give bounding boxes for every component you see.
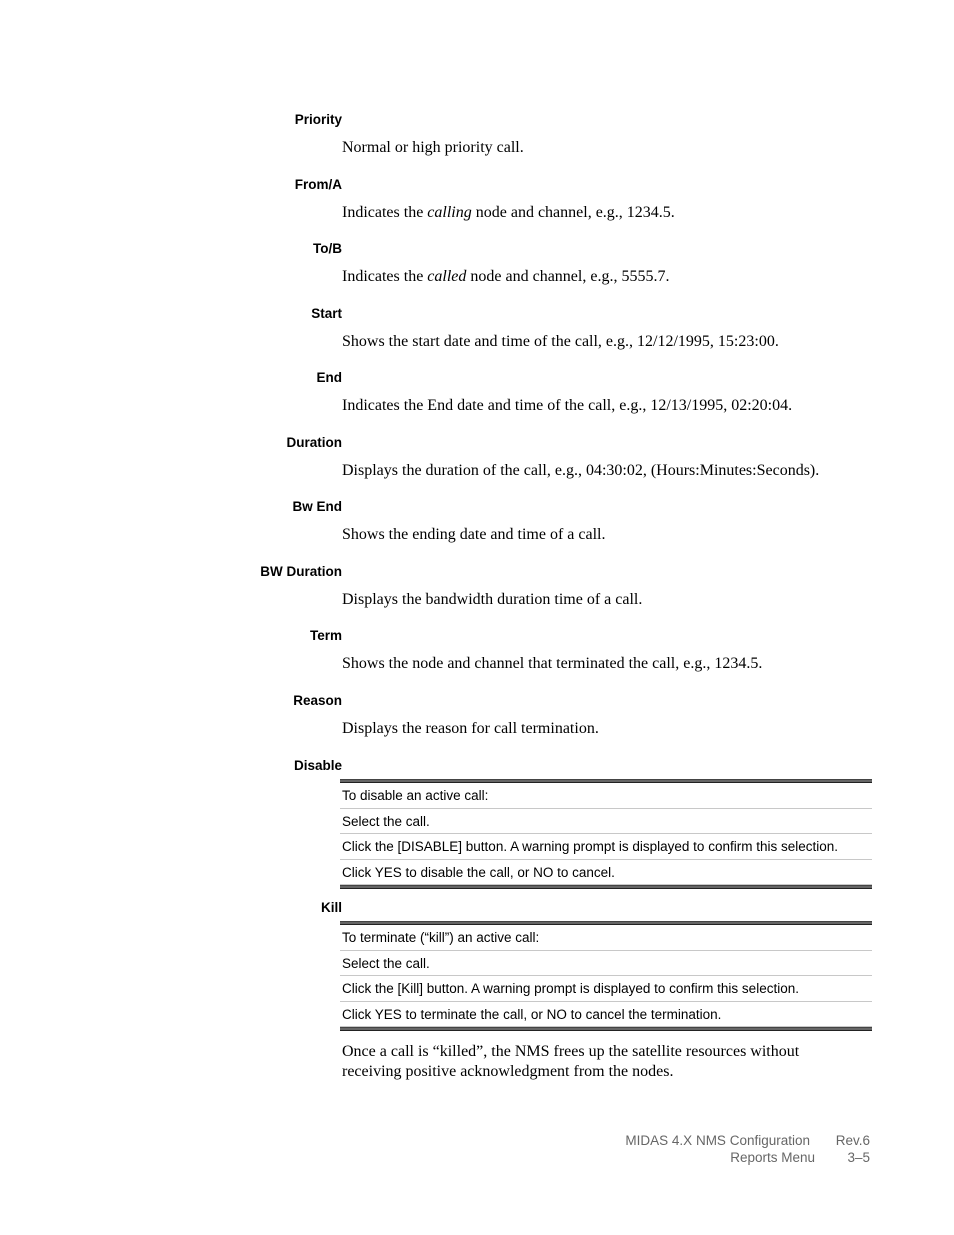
- description-text: Shows the ending date and time of a call.: [342, 526, 606, 543]
- footer-section: Reports Menu: [730, 1150, 815, 1165]
- term-label: End: [316, 370, 342, 385]
- term-label: To/B: [313, 241, 342, 256]
- term-description: [342, 526, 862, 544]
- term-description: [342, 591, 862, 609]
- term-label: From/A: [294, 177, 342, 192]
- procedure-step: To terminate (“kill”) an active call:: [340, 925, 872, 951]
- closing-paragraph: Once a call is “killed”, the NMS frees up the satellite resources without receiving positive acknowledgment from the nodes.: [342, 1043, 800, 1080]
- term-description: [342, 139, 862, 157]
- term-label: Term: [309, 628, 342, 643]
- term-description: [342, 720, 862, 738]
- emphasized-text: calling: [427, 204, 472, 221]
- procedure-step: To disable an active call:: [340, 783, 872, 809]
- description-text: Shows the node and channel that terminated the call, e.g., 1234.5.: [342, 655, 763, 672]
- procedure-term-label: Disable: [293, 758, 342, 773]
- procedure-step: Select the call.: [340, 809, 872, 835]
- description-text: Normal or high priority call.: [342, 139, 524, 156]
- description-text: Shows the start date and time of the call, e.g., 12/12/1995, 15:23:00.: [342, 333, 779, 350]
- footer-revision: Rev.6: [835, 1133, 870, 1148]
- procedure-table: [340, 779, 872, 889]
- term-description: [342, 655, 862, 673]
- footer-doc-title: MIDAS 4.X NMS Configuration: [625, 1133, 810, 1148]
- term-description: [342, 333, 862, 351]
- description-text: Displays the bandwidth duration time of a call.: [342, 591, 643, 608]
- term-label: Bw End: [292, 499, 342, 514]
- procedure-step: Select the call.: [340, 951, 872, 977]
- description-text: Indicates the End date and time of the call, e.g., 12/13/1995, 02:20:04.: [342, 397, 793, 414]
- footer-page-number: 3–5: [847, 1150, 870, 1165]
- term-label: Duration: [286, 435, 342, 450]
- procedure-step: Click the [DISABLE] button. A warning prompt is displayed to confirm this selection.: [340, 834, 872, 860]
- description-text: Indicates the: [342, 204, 428, 221]
- description-text: node and channel, e.g., 1234.5.: [471, 204, 675, 221]
- description-text: Indicates the: [342, 268, 428, 285]
- table-bottom-rule: [340, 1027, 872, 1031]
- term-label: Start: [311, 306, 342, 321]
- term-label: BW Duration: [260, 564, 342, 579]
- procedure-step: Click YES to terminate the call, or NO to cancel the termination.: [340, 1002, 872, 1028]
- term-description: [342, 397, 862, 415]
- term-description: [342, 462, 862, 480]
- table-bottom-rule: [340, 885, 872, 889]
- term-description: [342, 204, 862, 222]
- procedure-term-label: Kill: [320, 900, 342, 915]
- procedure-step: Click YES to disable the call, or NO to cancel.: [340, 860, 872, 886]
- term-label: Reason: [293, 693, 342, 708]
- term-description: [342, 268, 862, 286]
- description-text: node and channel, e.g., 5555.7.: [466, 268, 670, 285]
- emphasized-text: called: [427, 268, 467, 285]
- description-text: Displays the reason for call termination.: [342, 720, 599, 737]
- procedure-table: [340, 921, 872, 1031]
- term-label: Priority: [294, 112, 342, 127]
- description-text: Displays the duration of the call, e.g., 04:30:02, (Hours:Minutes:Seconds).: [342, 462, 820, 479]
- procedure-step: Click the [Kill] button. A warning prompt is displayed to confirm this selection.: [340, 976, 872, 1002]
